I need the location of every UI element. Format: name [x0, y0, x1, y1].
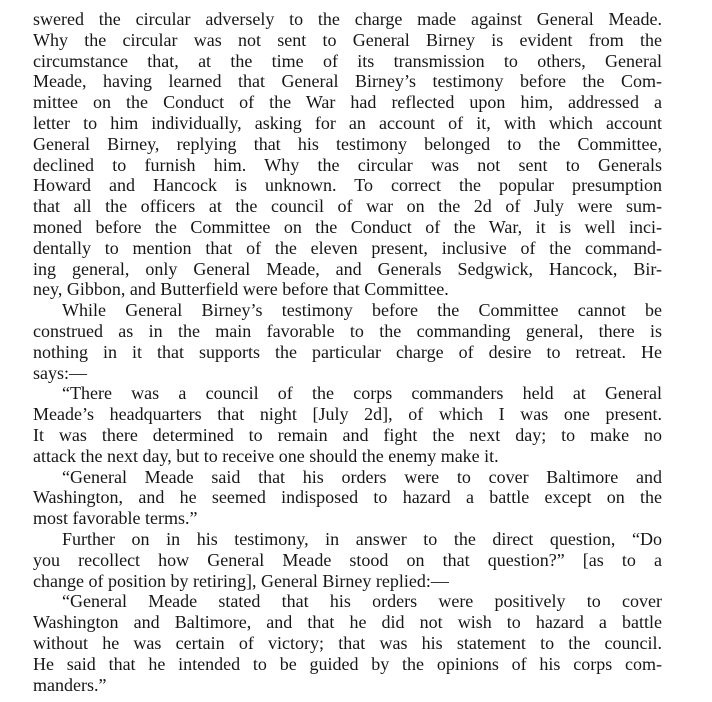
text-line: manders.” — [33, 674, 107, 695]
text-line: moned before the Committee on the Conduct of the War, it is well inci- — [33, 217, 662, 237]
text-line: dentally to mention that of the eleven present, inclusive of the command- — [33, 237, 662, 258]
text-line: ing general, only General Meade, and Generals Sedgwick, Hancock, Bir- — [33, 258, 662, 279]
text-line: change of position by retiring], General Birney replied:— — [33, 570, 449, 591]
text-line: that all the officers at the council of war on the 2d of July were sum- — [33, 196, 662, 217]
text-line: Why the circular was not sent to General Birney is evident from the — [33, 29, 662, 50]
text-line: Meade’s headquarters that night [July 2d], of which I was one present. — [33, 404, 662, 425]
text-line: attack the next day, but to receive one should the enemy make it. — [33, 445, 499, 466]
text-line: General Birney, replying that his testimony belonged to the Committee, — [33, 133, 662, 154]
text-line: declined to furnish him. Why the circular was not sent to Generals — [33, 154, 662, 175]
text-line: He said that he intended to be guided by the opinions of his corps com- — [33, 653, 662, 674]
text-line: most favorable terms.” — [33, 508, 198, 529]
text-line: “General Meade stated that his orders were positively to cover — [62, 591, 662, 612]
text-line: you recollect how General Meade stood on that question?” [as to a — [33, 549, 662, 570]
text-line: ney, Gibbon, and Butterfield were before that Committee. — [33, 279, 449, 300]
text-line: mittee on the Conduct of the War had reflected upon him, addressed a — [33, 92, 662, 113]
text-line: letter to him individually, asking for an account of it, with which account — [33, 113, 662, 133]
text-line: says:— — [33, 362, 87, 383]
text-line: Howard and Hancock is unknown. To correct the popular presumption — [33, 175, 662, 196]
text-line: without he was certain of victory; that was his statement to the council. — [33, 633, 662, 653]
text-line: construed as in the main favorable to the commanding general, there is — [33, 321, 662, 341]
text-line: It was there determined to remain and fight the next day; to make no — [33, 425, 662, 445]
text-line: swered the circular adversely to the charge made against General Meade. — [33, 9, 662, 29]
text-line: circumstance that, at the time of its transmission to others, General — [33, 50, 662, 71]
text-line: Washington, and he seemed indisposed to hazard a battle except on the — [33, 487, 662, 508]
text-line: Further on in his testimony, in answer to the direct question, “Do — [62, 529, 662, 549]
text-line: nothing in it that supports the particular charge of desire to retreat. He — [33, 341, 662, 362]
text-line: “There was a council of the corps commanders held at General — [62, 383, 662, 404]
text-line: While General Birney’s testimony before the Committee cannot be — [62, 300, 662, 321]
text-line: Washington and Baltimore, and that he did not wish to hazard a battle — [33, 612, 662, 633]
text-line: Meade, having learned that General Birney’s testimony before the Com- — [33, 71, 662, 92]
text-line: “General Meade said that his orders were to cover Baltimore and — [62, 466, 662, 487]
